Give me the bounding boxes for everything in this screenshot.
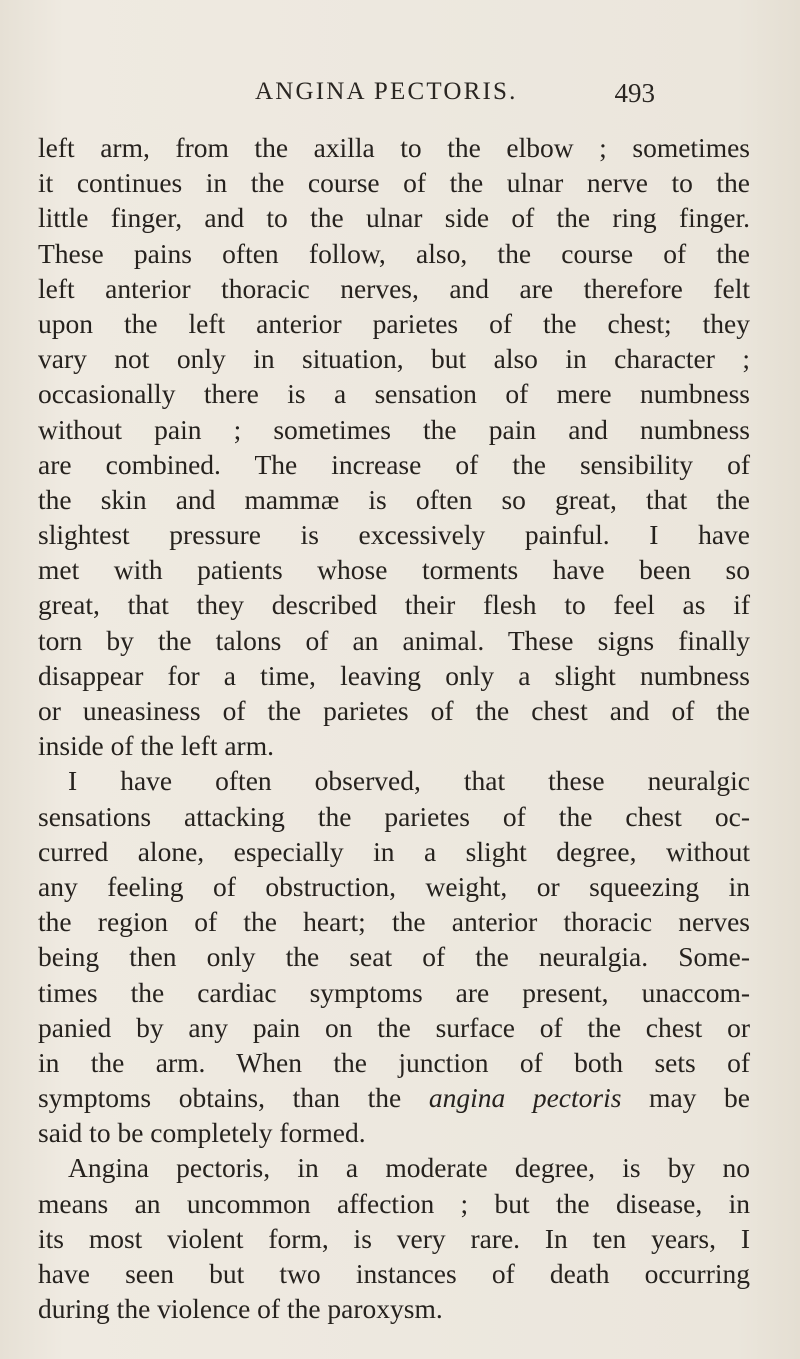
text-line: any feeling of obstruction, weight, or squeezing in <box>38 870 750 902</box>
body-text <box>38 130 750 1326</box>
page-number: 493 <box>614 78 655 108</box>
text-line: being then only the seat of the neuralgia. Some- <box>38 941 750 973</box>
text-line: torn by the talons of an animal. These signs finally <box>38 624 750 656</box>
text-line: left anterior thoracic nerves, and are therefore felt <box>38 272 750 304</box>
running-head-title: ANGINA PECTORIS. <box>255 78 518 105</box>
text-line: without pain ; sometimes the pain and numbness <box>38 413 750 445</box>
line-text-before: symptoms obtains, than the <box>38 1082 429 1114</box>
text-line: met with patients whose torments have been so <box>38 554 750 586</box>
text-line: in the arm. When the junction of both sets of <box>38 1046 750 1078</box>
text-line: occasionally there is a sensation of mere numbness <box>38 378 750 410</box>
paragraph-start-line: I have often observed, that these neuralgic <box>68 765 750 797</box>
paragraph-end-line: inside of the left arm. <box>38 730 274 762</box>
italic-term: angina pectoris <box>428 1082 622 1114</box>
text-line: panied by any pain on the surface of the chest or <box>38 1011 750 1043</box>
text-line: slightest pressure is excessively painful. I have <box>38 519 750 551</box>
paragraph-end-line: said to be completely formed. <box>38 1117 366 1149</box>
text-line: disappear for a time, leaving only a slight numbness <box>38 659 750 691</box>
text-line: upon the left anterior parietes of the chest; they <box>38 307 750 339</box>
text-line: are combined. The increase of the sensibility of <box>38 448 750 480</box>
text-line: its most violent form, is very rare. In ten years, I <box>38 1222 750 1254</box>
running-head <box>255 78 655 112</box>
text-line: or uneasiness of the parietes of the chest and of the <box>38 695 750 726</box>
text-line: vary not only in situation, but also in character ; <box>38 343 750 375</box>
text-line: curred alone, especially in a slight degree, without <box>38 835 750 867</box>
text-line: it continues in the course of the ulnar nerve to the <box>38 167 750 199</box>
paragraph-end-line: during the violence of the paroxysm. <box>38 1293 443 1325</box>
text-line: times the cardiac symptoms are present, unaccom- <box>38 976 750 1008</box>
text-line: the skin and mammæ is often so great, that the <box>38 483 750 515</box>
text-line-with-italic <box>38 1080 750 1115</box>
paragraph-start-line: Angina pectoris, in a moderate degree, is by no <box>68 1152 750 1184</box>
text-line: great, that they described their flesh to feel as if <box>38 589 750 621</box>
text-line: sensations attacking the parietes of the chest oc- <box>38 800 750 832</box>
text-line: the region of the heart; the anterior thoracic nerves <box>38 906 750 938</box>
text-line: have seen but two instances of death occurring <box>38 1258 750 1289</box>
line-text-after: may be <box>621 1082 750 1114</box>
text-line: little finger, and to the ulnar side of the ring finger. <box>38 202 750 234</box>
text-line: left arm, from the axilla to the elbow ; sometimes <box>38 132 750 163</box>
text-line: means an uncommon affection ; but the disease, in <box>38 1187 750 1219</box>
text-line: These pains often follow, also, the course of the <box>38 237 750 269</box>
